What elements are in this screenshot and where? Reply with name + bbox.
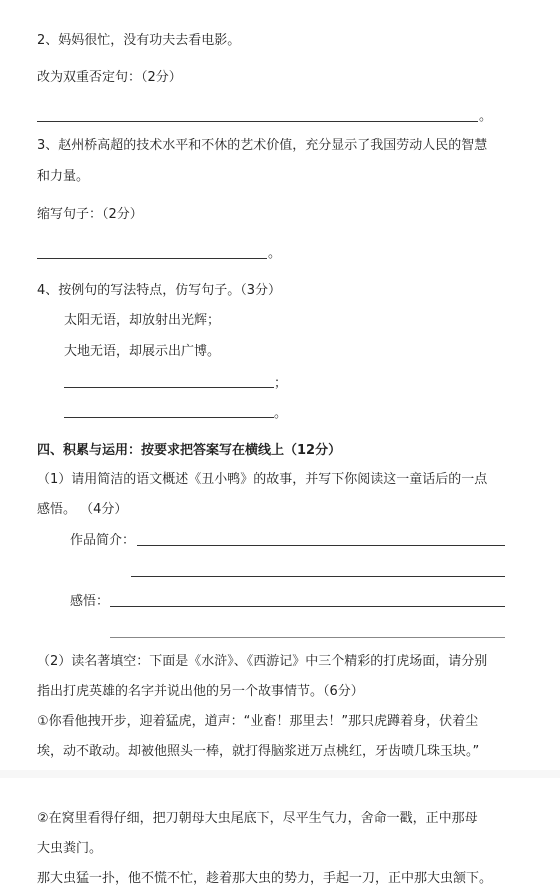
- passage-2-line1: ②在窝里看得仔细，把刀朝母大虫尾底下，尽平生气力，舍命一戳，正中那母: [37, 811, 478, 826]
- question-3-text-line2: 和力量。: [37, 169, 90, 184]
- work-intro-label: 作品简介：: [70, 533, 136, 548]
- question-4-example-1: 太阳无语，却放射出光辉；: [64, 313, 221, 328]
- section-4-heading: 四、积累与运用：按要求把答案写在横线上（12分）: [37, 443, 342, 458]
- passage-1-line2: 埃，动不敢动。却被他照头一棒，就打得脑浆迸万点桃红，牙齿喷几珠玉块。”: [37, 744, 480, 759]
- work-intro-answer-line-1[interactable]: [137, 545, 505, 546]
- section-4-part-1-line2: 感悟。 （4分）: [37, 502, 128, 517]
- question-4-answer-line-1[interactable]: [64, 387, 274, 388]
- question-2-end-mark: 。: [479, 109, 493, 124]
- question-3-answer-line[interactable]: [37, 258, 267, 259]
- passage-2-line3: 那大虫猛一扑，他不慌不忙，趁着那大虫的势力，手起一刀，正中那大虫颔下。: [37, 871, 493, 886]
- question-2-instruction: 改为双重否定句：（2分）: [37, 70, 182, 85]
- question-4-text: 4、按例句的写法特点，仿写句子。（3分）: [37, 283, 282, 298]
- work-intro-answer-line-2[interactable]: [131, 576, 505, 577]
- question-2-text: 2、妈妈很忙，没有功夫去看电影。: [37, 33, 241, 48]
- section-4-part-2-line2: 指出打虎英雄的名字并说出他的另一个故事情节。（6分）: [37, 684, 364, 699]
- section-4-part-1-line1: （1）请用简洁的语文概述《丑小鸭》的故事，并写下你阅读这一童话后的一点: [37, 472, 488, 487]
- insight-label: 感悟：: [70, 594, 110, 609]
- exam-page-lower: [0, 778, 560, 891]
- section-4-part-2-line1: （2）读名著填空：下面是《水浒》、《西游记》中三个精彩的打虎场面，请分别: [37, 654, 488, 669]
- question-3-text-line1: 3、赵州桥高超的技术水平和不休的艺术价值，充分显示了我国劳动人民的智慧: [37, 138, 488, 153]
- insight-answer-line-1[interactable]: [110, 606, 505, 607]
- passage-2-line2: 大虫粪门。: [37, 841, 103, 856]
- question-4-example-2: 大地无语，却展示出广博。: [64, 344, 221, 359]
- question-4-mark-2: 。: [274, 406, 288, 421]
- question-2-answer-line[interactable]: [37, 121, 478, 122]
- passage-1-line1: ①你看他拽开步，迎着猛虎，道声：“业畜！那里去！”那只虎蹲着身，伏着尘: [37, 714, 479, 729]
- insight-answer-line-2[interactable]: [110, 637, 505, 638]
- question-3-end-mark: 。: [268, 246, 282, 261]
- question-4-answer-line-2[interactable]: [64, 417, 274, 418]
- question-4-mark-1: ；: [274, 376, 288, 391]
- question-3-instruction: 缩写句子：（2分）: [37, 207, 143, 222]
